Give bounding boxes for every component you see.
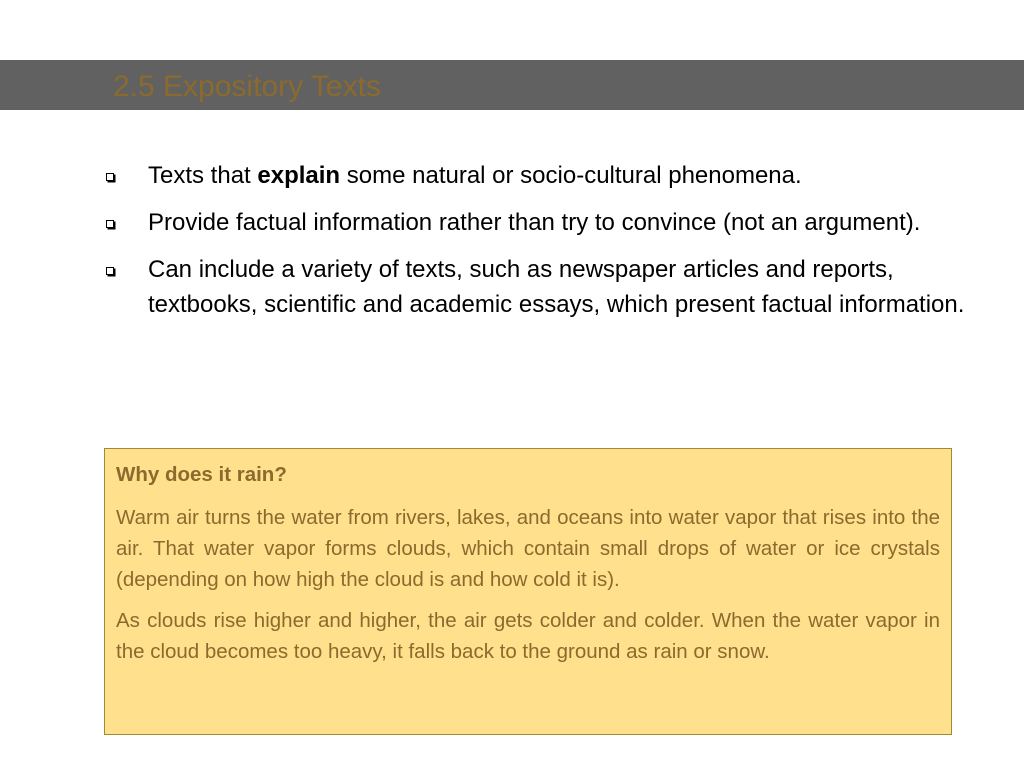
callout-box	[104, 448, 952, 735]
bullet-2-text: Provide factual information rather than try to convince (not an argument).	[148, 209, 921, 236]
bullet-1-bold-text: explain	[257, 162, 341, 189]
callout-paragraph-1: Warm air turns the water from rivers, lakes, and oceans into water vapor that rises into the air. That water vapor forms clouds, which contain small drops of water or ice crystals (depending on how high the cloud is and how cold it is).	[116, 506, 940, 591]
bullet-item-2	[102, 205, 982, 240]
slide-title: 2.5 Expository Texts	[113, 70, 381, 103]
bullet-list	[102, 158, 982, 334]
bullet-1-text-before: Texts that	[148, 162, 258, 189]
square-bullet-icon	[106, 267, 114, 275]
bullet-item-3	[102, 252, 982, 322]
bullet-3-text: Can include a variety of texts, such as newspaper articles and reports, textbooks, scientific and academic essays, which present factual information.	[148, 256, 965, 318]
bullet-item-1	[102, 158, 982, 193]
bullet-1-text-after: some natural or socio-cultural phenomena.	[340, 162, 802, 189]
square-bullet-icon	[106, 173, 114, 181]
square-bullet-icon	[106, 220, 114, 228]
callout-paragraph-2: As clouds rise higher and higher, the air gets colder and colder. When the water vapor in the cloud becomes too heavy, it falls back to the ground as rain or snow.	[116, 609, 940, 663]
callout-heading: Why does it rain?	[116, 463, 287, 486]
